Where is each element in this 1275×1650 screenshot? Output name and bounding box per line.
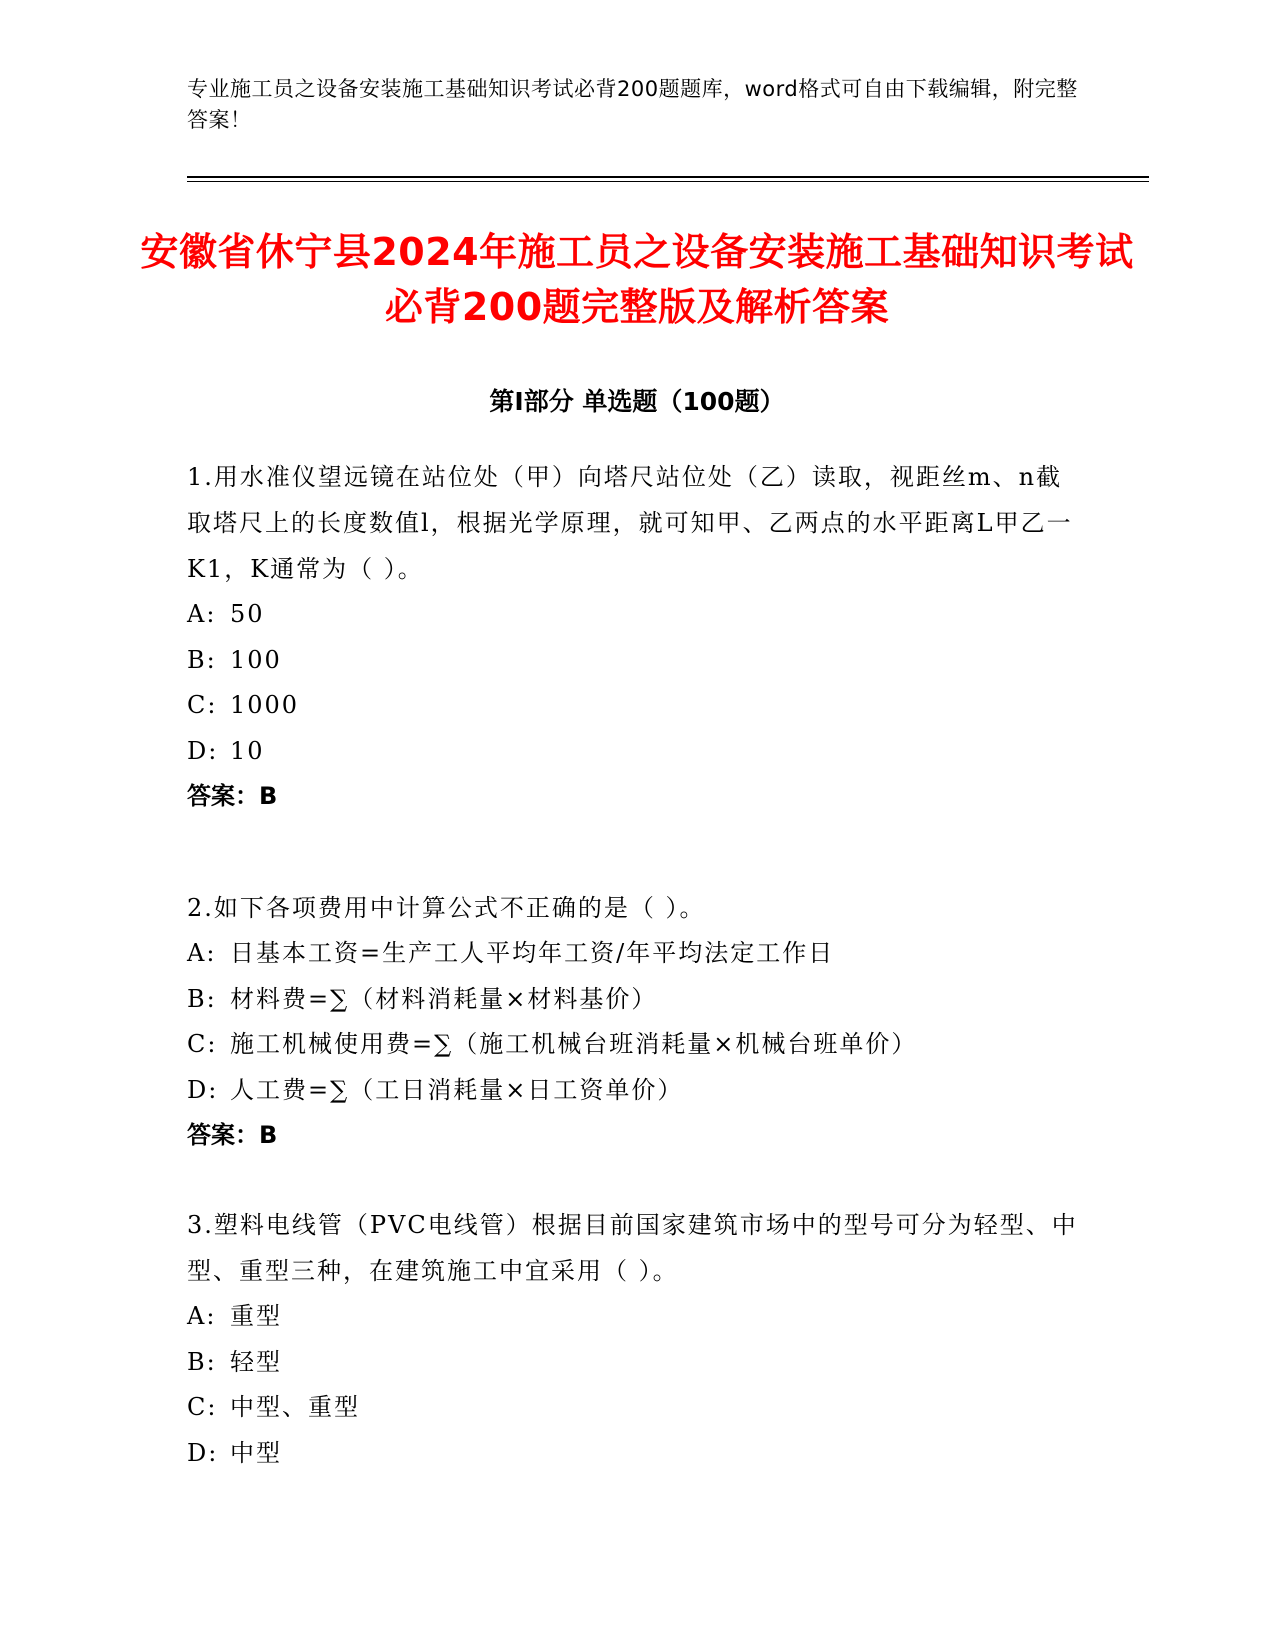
option-d bbox=[187, 1431, 1087, 1477]
header-note: 专业施工员之设备安装施工基础知识考试必背200题题库，word格式可自由下载编辑，附完整答案！ bbox=[187, 77, 1078, 132]
option-a bbox=[187, 931, 1087, 977]
option-letter: D: bbox=[187, 1075, 219, 1104]
option-c bbox=[187, 1385, 1087, 1431]
option-b bbox=[187, 1340, 1087, 1386]
option-b bbox=[187, 638, 1087, 684]
option-letter: B: bbox=[187, 645, 217, 674]
header-rule-thin bbox=[187, 181, 1149, 182]
section-title: 第I部分 单选题（100题） bbox=[489, 387, 785, 416]
option-text: 100 bbox=[230, 645, 282, 674]
option-letter: C: bbox=[187, 1030, 218, 1058]
document-title: 安徽省休宁县2024年施工员之设备安装施工基础知识考试必背200题完整版及解析答案 bbox=[140, 230, 1134, 329]
option-c bbox=[187, 683, 1087, 729]
option-letter: A: bbox=[187, 600, 217, 628]
option-text: 施工机械使用费=∑（施工机械台班消耗量×机械台班单价） bbox=[230, 1030, 918, 1058]
answer: 答案：B bbox=[187, 1121, 278, 1149]
option-letter: A: bbox=[187, 939, 217, 967]
option-letter: A: bbox=[187, 1302, 217, 1330]
option-text: 材料费=∑（材料消耗量×材料基价） bbox=[230, 984, 658, 1013]
option-text: 1000 bbox=[230, 691, 300, 719]
question-stem: 1.用水准仪望远镜在站位处（甲）向塔尺站位处（乙）读取，视距丝m、n截取塔尺上的长度数值l，根据光学原理，就可知甲、乙两点的水平距离L甲乙一K1，K通常为（ ）。 bbox=[187, 463, 1073, 583]
option-d bbox=[187, 1068, 1087, 1114]
option-text: 日基本工资=生产工人平均年工资/年平均法定工作日 bbox=[230, 939, 835, 967]
option-text: 50 bbox=[230, 600, 265, 628]
option-letter: B: bbox=[187, 984, 217, 1013]
option-text: 10 bbox=[230, 736, 265, 765]
option-text: 中型、重型 bbox=[230, 1393, 360, 1421]
answer: 答案：B bbox=[187, 782, 278, 810]
option-d bbox=[187, 729, 1087, 775]
header-rule-thick bbox=[187, 176, 1149, 178]
option-letter: C: bbox=[187, 691, 218, 719]
option-letter: C: bbox=[187, 1393, 218, 1421]
question-2 bbox=[187, 885, 1087, 1159]
option-a bbox=[187, 1294, 1087, 1340]
option-letter: D: bbox=[187, 736, 219, 765]
question-stem: 2.如下各项费用中计算公式不正确的是（ ）。 bbox=[187, 894, 706, 922]
question-1 bbox=[187, 454, 1087, 820]
option-text: 中型 bbox=[230, 1438, 282, 1467]
option-c bbox=[187, 1022, 1087, 1068]
option-b bbox=[187, 977, 1087, 1023]
question-3 bbox=[187, 1202, 1087, 1476]
option-text: 人工费=∑（工日消耗量×日工资单价） bbox=[230, 1075, 684, 1104]
option-text: 重型 bbox=[230, 1302, 282, 1330]
option-letter: D: bbox=[187, 1438, 219, 1467]
option-text: 轻型 bbox=[230, 1347, 282, 1376]
question-stem: 3.塑料电线管（PVC电线管）根据目前国家建筑市场中的型号可分为轻型、中型、重型三种，在建筑施工中宜采用（ ）。 bbox=[187, 1211, 1078, 1285]
option-a bbox=[187, 592, 1087, 638]
option-letter: B: bbox=[187, 1347, 217, 1376]
